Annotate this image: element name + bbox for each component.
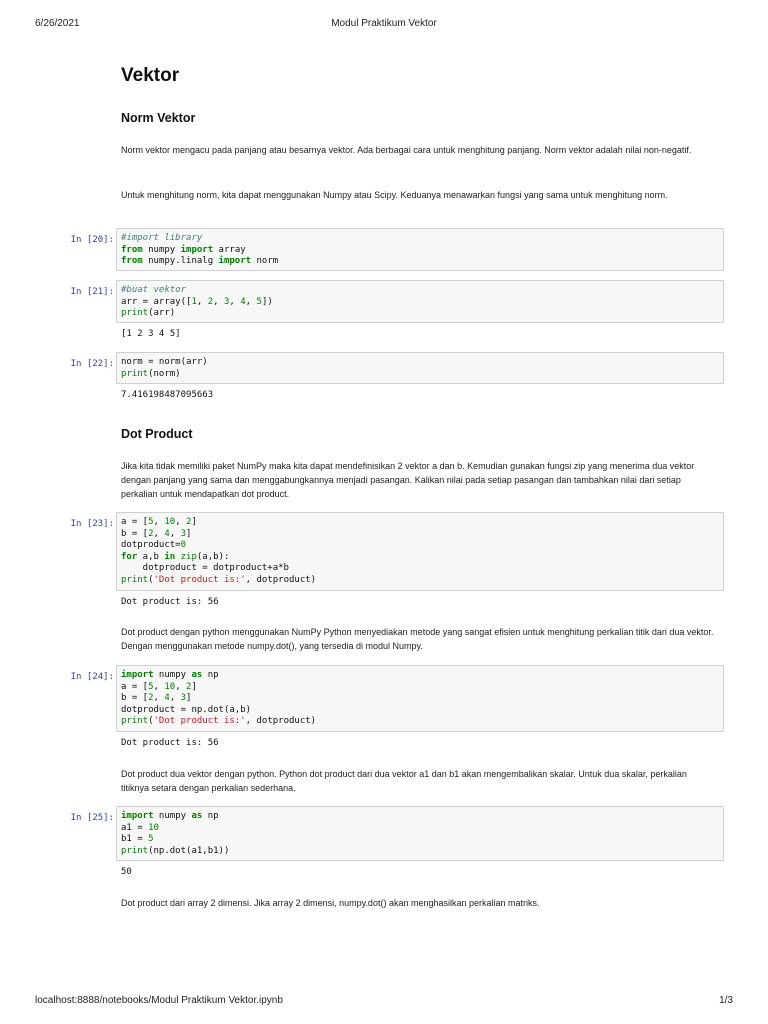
- code-token: numpy: [153, 670, 192, 680]
- code-token: 10: [164, 517, 176, 527]
- code-token: ,: [153, 693, 165, 703]
- cell-prompt: In [21]:: [70, 287, 114, 297]
- cell-output: [1 2 3 4 5]: [121, 329, 181, 339]
- print-date: 6/26/2021: [35, 18, 80, 29]
- code-line: [121, 357, 719, 369]
- code-token: numpy: [153, 811, 192, 821]
- code-token: as: [191, 670, 203, 680]
- code-token: ,: [229, 296, 241, 307]
- cell-output: 50: [121, 867, 132, 877]
- code-token: numpy: [142, 244, 181, 255]
- code-token: 2: [148, 693, 154, 703]
- code-token: 5: [148, 517, 154, 527]
- code-token: dotproduct=: [121, 540, 181, 550]
- code-token: 3: [223, 296, 230, 307]
- code-line: [121, 308, 719, 320]
- print-url: localhost:8888/notebooks/Modul Praktikum Vektor.ipynb: [35, 995, 283, 1006]
- code-token: zip: [180, 551, 197, 562]
- page-number: 1/3: [719, 995, 733, 1006]
- code-editor[interactable]: [116, 228, 724, 271]
- code-token: 5: [148, 681, 154, 692]
- code-editor[interactable]: [116, 665, 724, 732]
- code-token: array: [213, 244, 246, 255]
- code-token: print: [121, 845, 149, 856]
- cell-output: Dot product is: 56: [121, 738, 219, 748]
- code-line: [121, 517, 719, 529]
- section-title-dot-product: Dot Product: [121, 427, 193, 441]
- code-line: [121, 846, 719, 858]
- code-token: a,b: [137, 551, 165, 562]
- code-token: ,: [153, 528, 165, 539]
- code-token: , dotproduct): [245, 574, 317, 585]
- page-title: Vektor: [121, 65, 180, 86]
- code-token: for: [121, 551, 138, 562]
- code-line: [121, 705, 719, 717]
- code-token: 4: [240, 296, 246, 307]
- code-token: 4: [164, 528, 170, 539]
- code-token: import: [218, 256, 252, 266]
- code-editor[interactable]: [116, 512, 724, 591]
- code-line: [121, 670, 719, 682]
- code-token: 2: [207, 296, 214, 307]
- cell-prompt: In [20]:: [70, 235, 114, 245]
- cell-prompt: In [23]:: [70, 519, 114, 529]
- code-token: import: [121, 670, 154, 680]
- code-token: ,: [169, 528, 181, 539]
- code-token: dotproduct = np.dot(a,b): [121, 704, 252, 715]
- code-token: 'Dot product is:': [153, 716, 246, 726]
- code-line: [121, 693, 719, 705]
- code-token: , dotproduct): [245, 716, 317, 726]
- code-token: #buat vektor: [121, 285, 187, 295]
- code-editor[interactable]: [116, 352, 724, 384]
- code-line: [121, 529, 719, 541]
- code-editor[interactable]: [116, 806, 724, 861]
- cell-output: Dot product is: 56: [121, 597, 219, 607]
- code-token: (: [148, 716, 154, 726]
- code-token: arr = array([: [121, 296, 192, 307]
- code-token: (: [148, 574, 154, 585]
- code-token: (np.dot(a1,b1)): [148, 845, 230, 856]
- code-token: ,: [245, 296, 257, 307]
- code-line: [121, 369, 719, 381]
- code-token: norm: [251, 256, 279, 266]
- code-token: ,: [175, 681, 187, 692]
- code-line: [121, 552, 719, 564]
- code-token: ]: [191, 517, 197, 527]
- code-token: norm = norm(arr): [121, 357, 208, 367]
- code-token: ,: [153, 681, 165, 692]
- code-token: print: [121, 308, 149, 318]
- code-editor[interactable]: [116, 280, 724, 323]
- code-token: 2: [148, 528, 154, 539]
- paragraph: Jika kita tidak memiliki paket NumPy maka kita dapat mendefinisikan 2 vektor a dan b. Kemudian gunakan fungsi zip yang menerima dua vektor dengan panjang yang sama dan menggabungkannya menjadi pasangan. Kalikan nilai pada setiap pasangan dan tambahkan nilai dari setiap perkalian untuk mendapatkan dot product.: [121, 461, 695, 499]
- code-token: a1 =: [121, 822, 149, 833]
- code-token: (norm): [148, 368, 181, 379]
- code-token: 'Dot product is:': [153, 574, 246, 585]
- code-line: [121, 256, 719, 268]
- code-token: 5: [148, 834, 154, 844]
- code-token: 10: [148, 822, 159, 833]
- code-line: [121, 682, 719, 694]
- code-token: from: [121, 256, 143, 266]
- code-token: import: [121, 811, 154, 821]
- cell-prompt: In [24]:: [70, 672, 114, 682]
- code-token: in: [164, 551, 176, 562]
- code-line: [121, 245, 719, 257]
- code-token: ,: [169, 693, 181, 703]
- code-token: #import library: [121, 233, 203, 243]
- code-token: ,: [213, 296, 224, 307]
- paragraph: Dot product dua vektor dengan python. Python dot product dari dua vektor a1 dan b1 akan mengembalikan skalar. Untuk dua skalar, perkalian titiknya setara dengan perkalian sederhana.: [121, 769, 687, 793]
- paragraph: Untuk menghitung norm, kita dapat menggunakan Numpy atau Scipy. Keduanya menawarkan fungsi yang sama untuk menghitung norm.: [121, 190, 668, 200]
- code-line: [121, 297, 719, 309]
- code-token: dotproduct = dotproduct+a*b: [121, 563, 289, 573]
- code-line: [121, 285, 719, 297]
- code-line: [121, 811, 719, 823]
- code-token: b1 =: [121, 834, 149, 844]
- code-token: b = [: [121, 693, 149, 703]
- paragraph: Norm vektor mengacu pada panjang atau besarnya vektor. Ada berbagai cara untuk menghitung panjang. Norm vektor adalah nilai non-negatif.: [121, 145, 692, 155]
- code-token: print: [121, 716, 149, 726]
- code-token: ]): [261, 296, 273, 307]
- code-token: (a,b):: [196, 551, 230, 562]
- code-token: ]: [186, 693, 192, 703]
- cell-prompt: In [22]:: [70, 359, 114, 369]
- code-token: print: [121, 574, 149, 585]
- code-token: 2: [186, 517, 192, 527]
- section-title-norm: Norm Vektor: [121, 111, 196, 125]
- code-token: 4: [164, 693, 170, 703]
- code-token: 0: [180, 540, 187, 550]
- code-token: (arr): [148, 308, 176, 318]
- print-title: Modul Praktikum Vektor: [331, 18, 437, 29]
- code-token: ,: [153, 517, 165, 527]
- code-token: 3: [180, 693, 187, 703]
- code-token: 1: [191, 296, 197, 307]
- code-token: 10: [164, 681, 176, 692]
- code-token: ,: [175, 517, 187, 527]
- code-line: [121, 823, 719, 835]
- code-line: [121, 563, 719, 575]
- code-line: [121, 233, 719, 245]
- cell-output: 7.416198487095663: [121, 390, 214, 400]
- paragraph: Dot product dengan python menggunakan NumPy Python menyediakan metode yang sangat efisien untuk menghitung perkalian titik dari dua vektor. Dengan menggunakan metode numpy.dot(), yang tersedia di modul Numpy.: [121, 627, 714, 651]
- code-token: 3: [180, 528, 187, 539]
- code-token: numpy.linalg: [142, 256, 219, 266]
- code-token: a = [: [121, 517, 149, 527]
- paragraph: Dot product dari array 2 dimensi. Jika array 2 dimensi, numpy.dot() akan menghasilkan perkalian matriks.: [121, 898, 540, 908]
- code-line: [121, 834, 719, 846]
- code-token: as: [191, 811, 203, 821]
- cell-prompt: In [25]:: [70, 813, 114, 823]
- code-token: 2: [186, 681, 192, 692]
- code-token: np: [202, 670, 219, 680]
- code-token: np: [202, 811, 219, 821]
- code-line: [121, 575, 719, 587]
- code-line: [121, 540, 719, 552]
- code-token: 5: [256, 296, 262, 307]
- code-token: print: [121, 368, 149, 379]
- code-token: ,: [196, 296, 208, 307]
- code-line: [121, 716, 719, 728]
- code-token: a = [: [121, 681, 149, 692]
- code-token: b = [: [121, 528, 149, 539]
- code-token: ]: [186, 528, 192, 539]
- code-token: import: [180, 244, 214, 255]
- code-token: ]: [191, 681, 197, 692]
- code-token: from: [121, 244, 143, 255]
